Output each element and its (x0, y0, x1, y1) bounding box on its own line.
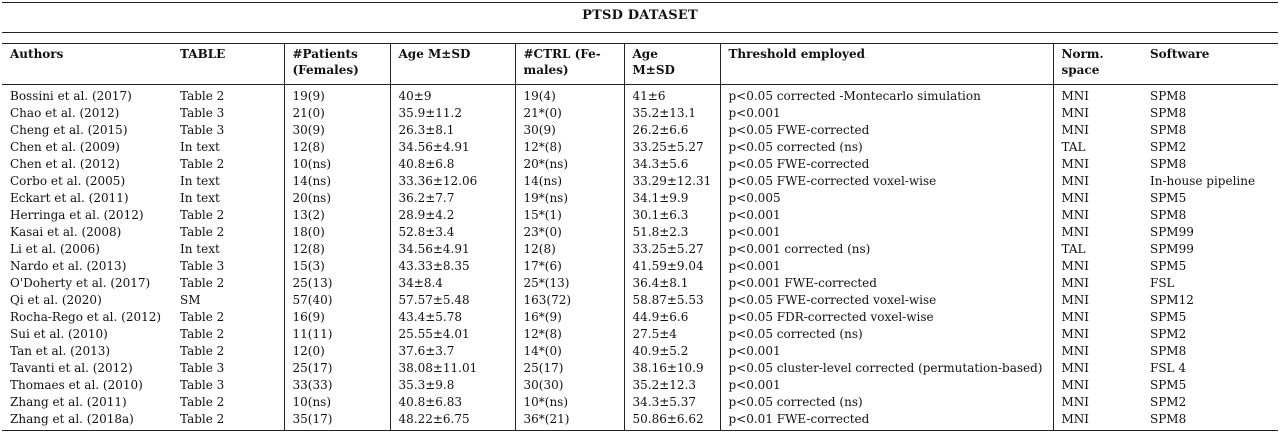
norm-space-cell: MNI (1053, 173, 1142, 190)
controls-age-cell: 26.2±6.6 (624, 122, 720, 139)
patients-age-cell: 35.3±9.8 (390, 377, 515, 394)
table-ref-cell: Table 3 (180, 106, 225, 120)
title-rule (2, 32, 1278, 33)
controls-age-cell: 36.4±8.1 (624, 275, 720, 292)
controls-age-cell: 33.25±5.27 (624, 139, 720, 156)
table-ref-cell: Table 2 (180, 395, 225, 409)
table-ref-cell: In text (180, 140, 220, 154)
software-cell: SPM5 (1150, 191, 1187, 205)
patients-age-cell: 40.8±6.8 (390, 156, 515, 173)
table-ref-cell: Table 2 (180, 89, 225, 103)
patients-cell: 57(40) (284, 292, 390, 309)
authors-cell: Nardo et al. (2013) (10, 259, 127, 273)
controls-age-cell: 34.1±9.9 (624, 190, 720, 207)
authors-cell: O'Doherty et al. (2017) (10, 276, 151, 290)
norm-space-cell: TAL (1053, 139, 1142, 156)
controls-age-cell: 33.29±12.31 (624, 173, 720, 190)
controls-age-cell: 38.16±10.9 (624, 360, 720, 377)
authors-cell: Thomaes et al. (2010) (10, 378, 143, 392)
controls-age-cell: 27.5±4 (624, 326, 720, 343)
table-title: PTSD DATASET (582, 8, 698, 23)
patients-cell: 21(0) (284, 105, 390, 122)
controls-age-cell: 30.1±6.3 (624, 207, 720, 224)
patients-age-cell: 34±8.4 (390, 275, 515, 292)
patients-cell: 35(17) (284, 411, 390, 431)
table-row (2, 326, 1278, 343)
authors-cell: Cheng et al. (2015) (10, 123, 128, 137)
software-cell: SPM2 (1150, 395, 1187, 409)
software-cell: SPM5 (1150, 378, 1187, 392)
controls-age-cell: 50.86±6.62 (624, 411, 720, 431)
threshold-cell: p<0.001 (720, 377, 1053, 394)
table-row (2, 105, 1278, 122)
patients-cell: 25(17) (284, 360, 390, 377)
software-cell: SPM8 (1150, 344, 1187, 358)
table-ref-cell: Table 2 (180, 208, 225, 222)
header-table: TABLE (172, 44, 284, 85)
controls-cell: 19*(ns) (515, 190, 624, 207)
threshold-cell: p<0.05 FDR-corrected voxel-wise (720, 309, 1053, 326)
header-patients-age: Age M±SD (390, 44, 515, 85)
patients-cell: 16(9) (284, 309, 390, 326)
table-ref-cell: Table 3 (180, 361, 225, 375)
top-rule (2, 2, 1278, 3)
software-cell: In-house pipeline (1150, 174, 1256, 188)
patients-cell: 11(11) (284, 326, 390, 343)
table-ref-cell: Table 2 (180, 225, 225, 239)
threshold-cell: p<0.05 FWE-corrected (720, 122, 1053, 139)
table-ref-cell: Table 3 (180, 378, 225, 392)
patients-age-cell: 37.6±3.7 (390, 343, 515, 360)
controls-age-cell: 35.2±13.1 (624, 105, 720, 122)
patients-age-cell: 52.8±3.4 (390, 224, 515, 241)
controls-cell: 20*(ns) (515, 156, 624, 173)
patients-age-cell: 36.2±7.7 (390, 190, 515, 207)
controls-cell: 15*(1) (515, 207, 624, 224)
table-ref-cell: Table 3 (180, 123, 225, 137)
software-cell: FSL (1150, 276, 1175, 290)
header-controls: #CTRL (Fe- males) (515, 44, 624, 85)
threshold-cell: p<0.001 (720, 343, 1053, 360)
controls-cell: 14(ns) (515, 173, 624, 190)
patients-age-cell: 34.56±4.91 (390, 139, 515, 156)
software-cell: SPM99 (1150, 225, 1194, 239)
patients-age-cell: 26.3±8.1 (390, 122, 515, 139)
table-row (2, 275, 1278, 292)
table-ref-cell: Table 2 (180, 276, 225, 290)
patients-age-cell: 35.9±11.2 (390, 105, 515, 122)
authors-cell: Kasai et al. (2008) (10, 225, 122, 239)
norm-space-cell: MNI (1053, 156, 1142, 173)
controls-cell: 25*(13) (515, 275, 624, 292)
authors-cell: Chao et al. (2012) (10, 106, 120, 120)
table-row (2, 258, 1278, 275)
controls-cell: 25(17) (515, 360, 624, 377)
threshold-cell: p<0.01 FWE-corrected (720, 411, 1053, 431)
software-cell: SPM2 (1150, 327, 1187, 341)
controls-age-cell: 41.59±9.04 (624, 258, 720, 275)
controls-cell: 16*(9) (515, 309, 624, 326)
norm-space-cell: MNI (1053, 360, 1142, 377)
table-row (2, 85, 1278, 106)
controls-cell: 30(30) (515, 377, 624, 394)
patients-age-cell: 40.8±6.83 (390, 394, 515, 411)
software-cell: SPM99 (1150, 242, 1194, 256)
software-cell: SPM8 (1150, 123, 1187, 137)
controls-cell: 12(8) (515, 241, 624, 258)
controls-age-cell: 40.9±5.2 (624, 343, 720, 360)
header-controls-age: Age M±SD (624, 44, 720, 85)
software-cell: SPM12 (1150, 293, 1194, 307)
table-row (2, 190, 1278, 207)
norm-space-cell: MNI (1053, 394, 1142, 411)
controls-cell: 30(9) (515, 122, 624, 139)
controls-age-cell: 33.25±5.27 (624, 241, 720, 258)
table-row (2, 360, 1278, 377)
controls-cell: 12*(8) (515, 139, 624, 156)
controls-cell: 10*(ns) (515, 394, 624, 411)
table-row (2, 343, 1278, 360)
patients-cell: 13(2) (284, 207, 390, 224)
controls-age-cell: 34.3±5.6 (624, 156, 720, 173)
authors-cell: Eckart et al. (2011) (10, 191, 129, 205)
threshold-cell: p<0.05 corrected (ns) (720, 326, 1053, 343)
controls-cell: 36*(21) (515, 411, 624, 431)
table-row (2, 207, 1278, 224)
patients-cell: 18(0) (284, 224, 390, 241)
norm-space-cell: MNI (1053, 190, 1142, 207)
table-ref-cell: In text (180, 174, 220, 188)
norm-space-cell: MNI (1053, 411, 1142, 431)
authors-cell: Chen et al. (2012) (10, 157, 120, 171)
patients-age-cell: 40±9 (390, 85, 515, 106)
table-row (2, 411, 1278, 431)
table-ref-cell: Table 3 (180, 259, 225, 273)
threshold-cell: p<0.05 cluster-level corrected (permutation-based) (720, 360, 1053, 377)
controls-age-cell: 35.2±12.3 (624, 377, 720, 394)
controls-age-cell: 58.87±5.53 (624, 292, 720, 309)
authors-cell: Rocha-Rego et al. (2012) (10, 310, 162, 324)
ptsd-dataset-table (2, 44, 1278, 431)
table-ref-cell: SM (180, 293, 201, 307)
threshold-cell: p<0.05 FWE-corrected (720, 156, 1053, 173)
threshold-cell: p<0.001 (720, 258, 1053, 275)
authors-cell: Tan et al. (2013) (10, 344, 111, 358)
table-ref-cell: In text (180, 191, 220, 205)
threshold-cell: p<0.001 corrected (ns) (720, 241, 1053, 258)
patients-cell: 12(8) (284, 139, 390, 156)
controls-cell: 163(72) (515, 292, 624, 309)
controls-age-cell: 44.9±6.6 (624, 309, 720, 326)
threshold-cell: p<0.005 (720, 190, 1053, 207)
norm-space-cell: MNI (1053, 292, 1142, 309)
controls-cell: 21*(0) (515, 105, 624, 122)
software-cell: FSL 4 (1150, 361, 1186, 375)
threshold-cell: p<0.001 (720, 207, 1053, 224)
table-ref-cell: Table 2 (180, 344, 225, 358)
controls-age-cell: 41±6 (624, 85, 720, 106)
patients-cell: 20(ns) (284, 190, 390, 207)
patients-age-cell: 43.33±8.35 (390, 258, 515, 275)
header-software: Software (1142, 44, 1278, 85)
software-cell: SPM8 (1150, 89, 1187, 103)
software-cell: SPM8 (1150, 208, 1187, 222)
patients-age-cell: 28.9±4.2 (390, 207, 515, 224)
authors-cell: Zhang et al. (2011) (10, 395, 127, 409)
threshold-cell: p<0.05 FWE-corrected voxel-wise (720, 173, 1053, 190)
header-authors: Authors (2, 44, 172, 85)
table-row (2, 309, 1278, 326)
software-cell: SPM5 (1150, 310, 1187, 324)
norm-space-cell: MNI (1053, 224, 1142, 241)
patients-age-cell: 57.57±5.48 (390, 292, 515, 309)
norm-space-cell: MNI (1053, 122, 1142, 139)
norm-space-cell: MNI (1053, 275, 1142, 292)
norm-space-cell: TAL (1053, 241, 1142, 258)
norm-space-cell: MNI (1053, 207, 1142, 224)
patients-cell: 12(0) (284, 343, 390, 360)
norm-space-cell: MNI (1053, 105, 1142, 122)
authors-cell: Chen et al. (2009) (10, 140, 120, 154)
table-ref-cell: Table 2 (180, 327, 225, 341)
patients-age-cell: 33.36±12.06 (390, 173, 515, 190)
authors-cell: Sui et al. (2010) (10, 327, 108, 341)
norm-space-cell: MNI (1053, 326, 1142, 343)
header-patients: #Patients (Females) (284, 44, 390, 85)
table-row (2, 292, 1278, 309)
patients-cell: 12(8) (284, 241, 390, 258)
controls-age-cell: 51.8±2.3 (624, 224, 720, 241)
threshold-cell: p<0.05 corrected (ns) (720, 139, 1053, 156)
software-cell: SPM8 (1150, 106, 1187, 120)
software-cell: SPM8 (1150, 157, 1187, 171)
software-cell: SPM2 (1150, 140, 1187, 154)
table-ref-cell: Table 2 (180, 157, 225, 171)
authors-cell: Corbo et al. (2005) (10, 174, 126, 188)
controls-cell: 12*(8) (515, 326, 624, 343)
table-row (2, 122, 1278, 139)
threshold-cell: p<0.001 FWE-corrected (720, 275, 1053, 292)
table-row (2, 241, 1278, 258)
software-cell: SPM8 (1142, 411, 1278, 431)
header-threshold: Threshold employed (720, 44, 1053, 85)
authors-cell: Herringa et al. (2012) (10, 208, 144, 222)
authors-cell: Qi et al. (2020) (10, 293, 102, 307)
controls-cell: 14*(0) (515, 343, 624, 360)
patients-cell: 15(3) (284, 258, 390, 275)
patients-cell: 14(ns) (284, 173, 390, 190)
patients-age-cell: 43.4±5.78 (390, 309, 515, 326)
table-ref-cell: Table 2 (172, 411, 284, 431)
threshold-cell: p<0.001 (720, 224, 1053, 241)
threshold-cell: p<0.05 corrected (ns) (720, 394, 1053, 411)
patients-cell: 10(ns) (284, 394, 390, 411)
software-cell: SPM5 (1150, 259, 1187, 273)
patients-cell: 19(9) (284, 85, 390, 106)
norm-space-cell: MNI (1053, 343, 1142, 360)
authors-cell: Zhang et al. (2018a) (2, 411, 172, 431)
table-body (2, 85, 1278, 431)
patients-cell: 33(33) (284, 377, 390, 394)
patients-cell: 25(13) (284, 275, 390, 292)
threshold-cell: p<0.001 (720, 105, 1053, 122)
header-row (2, 44, 1278, 85)
norm-space-cell: MNI (1053, 377, 1142, 394)
table-row (2, 173, 1278, 190)
threshold-cell: p<0.05 corrected -Montecarlo simulation (720, 85, 1053, 106)
patients-age-cell: 25.55±4.01 (390, 326, 515, 343)
patients-age-cell: 48.22±6.75 (390, 411, 515, 431)
norm-space-cell: MNI (1053, 309, 1142, 326)
authors-cell: Li et al. (2006) (10, 242, 100, 256)
norm-space-cell: MNI (1053, 85, 1142, 106)
authors-cell: Tavanti et al. (2012) (10, 361, 133, 375)
patients-age-cell: 38.08±11.01 (390, 360, 515, 377)
controls-cell: 19(4) (515, 85, 624, 106)
table-row (2, 377, 1278, 394)
table-row (2, 156, 1278, 173)
norm-space-cell: MNI (1053, 258, 1142, 275)
table-row (2, 394, 1278, 411)
patients-age-cell: 34.56±4.91 (390, 241, 515, 258)
header-norm-space: Norm. space (1053, 44, 1142, 85)
patients-cell: 10(ns) (284, 156, 390, 173)
table-row (2, 139, 1278, 156)
threshold-cell: p<0.05 FWE-corrected voxel-wise (720, 292, 1053, 309)
table-row (2, 224, 1278, 241)
controls-cell: 17*(6) (515, 258, 624, 275)
controls-age-cell: 34.3±5.37 (624, 394, 720, 411)
patients-cell: 30(9) (284, 122, 390, 139)
table-ref-cell: Table 2 (180, 310, 225, 324)
controls-cell: 23*(0) (515, 224, 624, 241)
table-ref-cell: In text (180, 242, 220, 256)
authors-cell: Bossini et al. (2017) (10, 89, 132, 103)
